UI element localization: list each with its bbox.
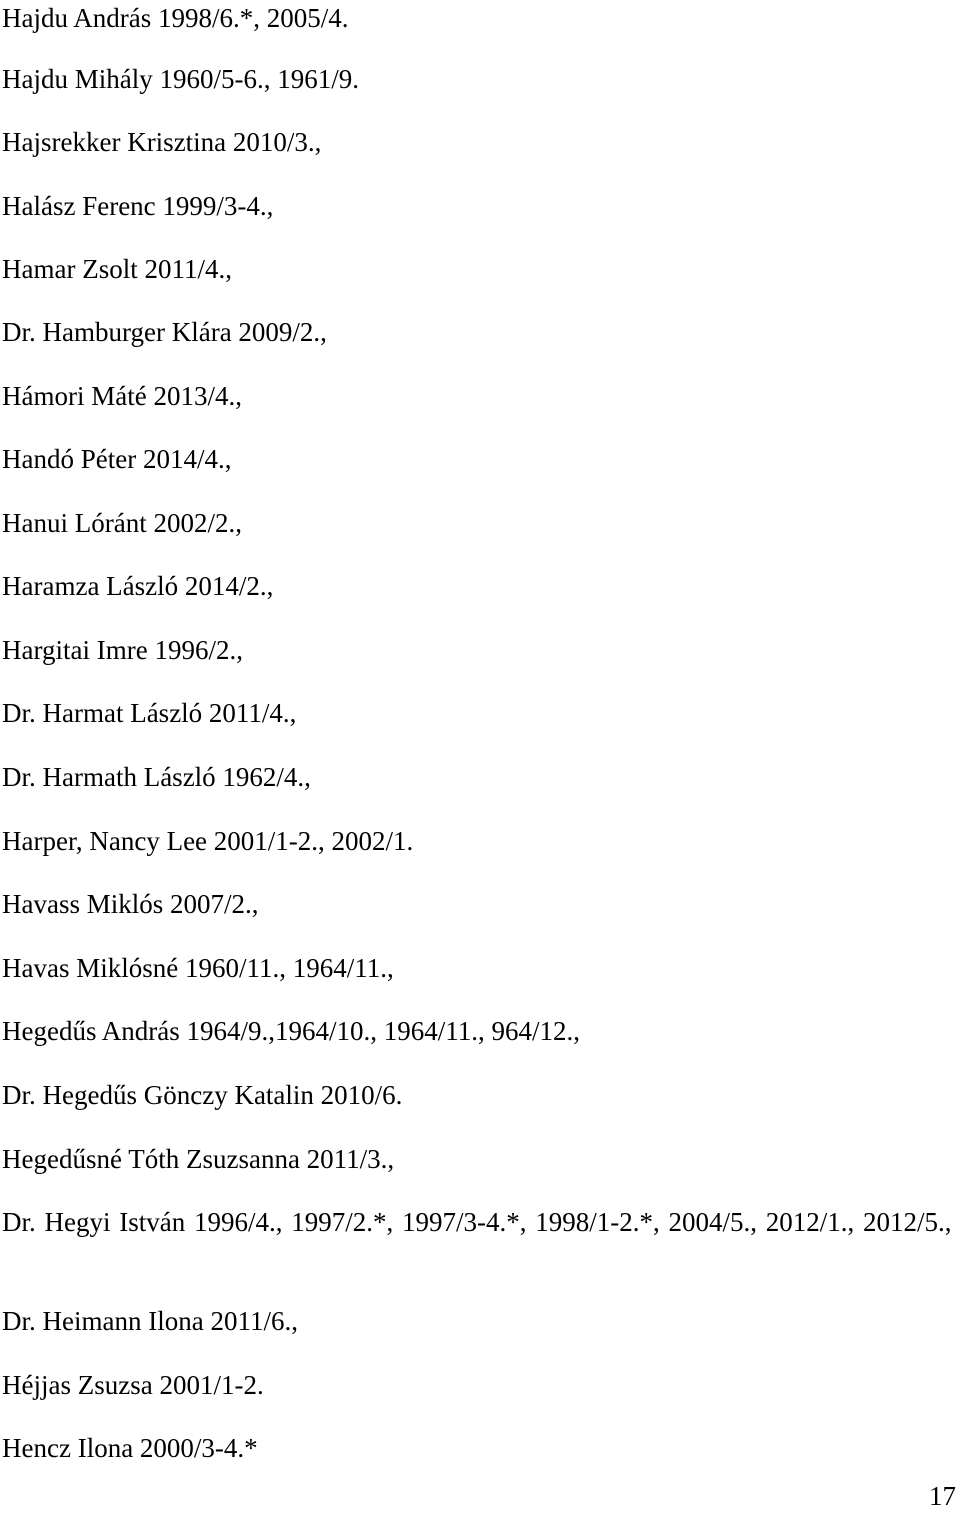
index-entry: Hajdu András 1998/6.*, 2005/4. bbox=[2, 3, 349, 33]
index-entry: Havass Miklós 2007/2., bbox=[2, 889, 259, 919]
index-entry: Dr. Hamburger Klára 2009/2., bbox=[2, 317, 327, 347]
index-entry: Héjjas Zsuzsa 2001/1-2. bbox=[2, 1370, 264, 1400]
index-entry: Halász Ferenc 1999/3-4., bbox=[2, 191, 274, 221]
index-entry: Hámori Máté 2013/4., bbox=[2, 381, 242, 411]
index-entry: Hanui Lóránt 2002/2., bbox=[2, 508, 242, 538]
index-entry: Hajsrekker Krisztina 2010/3., bbox=[2, 127, 322, 157]
index-entry: Dr. Harmat László 2011/4., bbox=[2, 698, 297, 728]
index-entry: Hajdu Mihály 1960/5-6., 1961/9. bbox=[2, 64, 359, 94]
index-entry: Dr. Hegyi István 1996/4., 1997/2.*, 1997/3-4.*, 1998/1-2.*, 2004/5., 2012/1., 2012/5., bbox=[2, 1207, 952, 1237]
index-entry: Haramza László 2014/2., bbox=[2, 571, 274, 601]
page-number: 17 bbox=[929, 1481, 956, 1511]
index-entry: Hamar Zsolt 2011/4., bbox=[2, 254, 232, 284]
index-entry: Harper, Nancy Lee 2001/1-2., 2002/1. bbox=[2, 826, 414, 856]
index-entry: Hegedűs András 1964/9.,1964/10., 1964/11., 964/12., bbox=[2, 1016, 580, 1046]
index-entry: Dr. Hegedűs Gönczy Katalin 2010/6. bbox=[2, 1080, 403, 1110]
index-entry: Hargitai Imre 1996/2., bbox=[2, 635, 243, 665]
index-entry: Havas Miklósné 1960/11., 1964/11., bbox=[2, 953, 394, 983]
index-entry: Dr. Heimann Ilona 2011/6., bbox=[2, 1306, 298, 1336]
index-entry: Dr. Harmath László 1962/4., bbox=[2, 762, 311, 792]
index-entry: Handó Péter 2014/4., bbox=[2, 444, 232, 474]
index-entry: Hencz Ilona 2000/3-4.* bbox=[2, 1433, 258, 1463]
index-entry: Hegedűsné Tóth Zsuzsanna 2011/3., bbox=[2, 1144, 395, 1174]
